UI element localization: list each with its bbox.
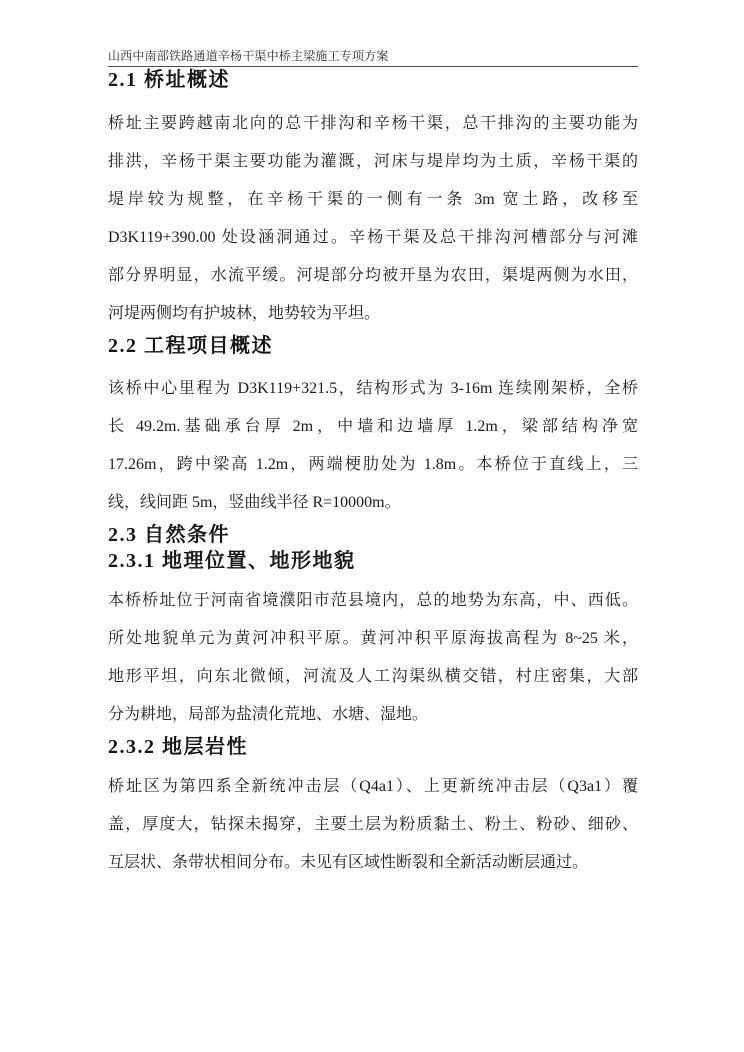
section-heading: 2.3 自然条件 xyxy=(108,524,230,546)
paragraph-line: 长 49.2m.基础承台厚 2m，中墙和边墙厚 1.2m，梁部结构净宽 xyxy=(108,418,638,435)
paragraph-line: 线，线间距 5m，竖曲线半径 R=10000m。 xyxy=(108,494,401,511)
section-heading: 2.1 桥址概述 xyxy=(108,69,230,91)
paragraph-line: 地形平坦，向东北微倾，河流及人工沟渠纵横交错，村庄密集，大部 xyxy=(108,668,638,685)
section-paragraph xyxy=(108,105,638,333)
section-paragraph xyxy=(108,370,638,522)
section-geographic-location xyxy=(108,548,638,734)
section-stratum-lithology xyxy=(108,734,638,882)
paragraph-line: 分为耕地，局部为盐渍化荒地、水塘、湿地。 xyxy=(108,706,429,723)
section-natural-conditions xyxy=(108,522,638,548)
paragraph-line: 排洪，辛杨干渠主要功能为灌溉，河床与堤岸均为土质，辛杨干渠的 xyxy=(108,153,638,170)
paragraph-line: 桥址区为第四系全新统冲击层（Q4a1）、上更新统冲击层（Q3a1）覆 xyxy=(108,778,638,795)
running-header-title: 山西中南部铁路通道辛杨干渠中桥主梁施工专项方案 xyxy=(108,49,389,63)
paragraph-line: D3K119+390.00 处设涵洞通过。辛杨干渠及总干排沟河槽部分与河滩 xyxy=(108,229,638,246)
paragraph-line: 17.26m，跨中梁高 1.2m，两端梗肋处为 1.8m。本桥位于直线上，三 xyxy=(108,456,638,473)
paragraph-line: 堤岸较为规整，在辛杨干渠的一侧有一条 3m 宽土路，改移至 xyxy=(108,191,638,208)
paragraph-line: 桥址主要跨越南北向的总干排沟和辛杨干渠，总干排沟的主要功能为 xyxy=(108,115,638,132)
paragraph-line: 部分界明显，水流平缓。河堤部分均被开垦为农田，渠堤两侧为水田， xyxy=(108,267,638,284)
paragraph-line: 该桥中心里程为 D3K119+321.5，结构形式为 3-16m 连续刚架桥，全桥 xyxy=(108,380,638,397)
section-heading: 2.3.2 地层岩性 xyxy=(108,736,248,758)
section-heading: 2.2 工程项目概述 xyxy=(108,335,273,357)
paragraph-line: 所处地貌单元为黄河冲积平原。黄河冲积平原海拔高程为 8~25 米， xyxy=(108,630,638,647)
running-header xyxy=(108,49,638,67)
section-paragraph xyxy=(108,582,638,734)
paragraph-line: 互层状、条带状相间分布。未见有区域性断裂和全新活动断层通过。 xyxy=(108,854,589,871)
paragraph-line: 河堤两侧均有护坡林，地势较为平坦。 xyxy=(108,305,381,322)
paragraph-line: 本桥桥址位于河南省境濮阳市范县境内，总的地势为东高，中、西低。 xyxy=(108,592,638,609)
paragraph-line: 盖，厚度大，钻探未揭穿，主要土层为粉质黏土、粉土、粉砂、细砂、 xyxy=(108,816,638,833)
page-content xyxy=(108,0,638,882)
section-project-overview xyxy=(108,333,638,522)
section-bridge-site-overview xyxy=(108,67,638,333)
section-heading: 2.3.1 地理位置、地形地貌 xyxy=(108,550,356,572)
section-paragraph xyxy=(108,768,638,882)
